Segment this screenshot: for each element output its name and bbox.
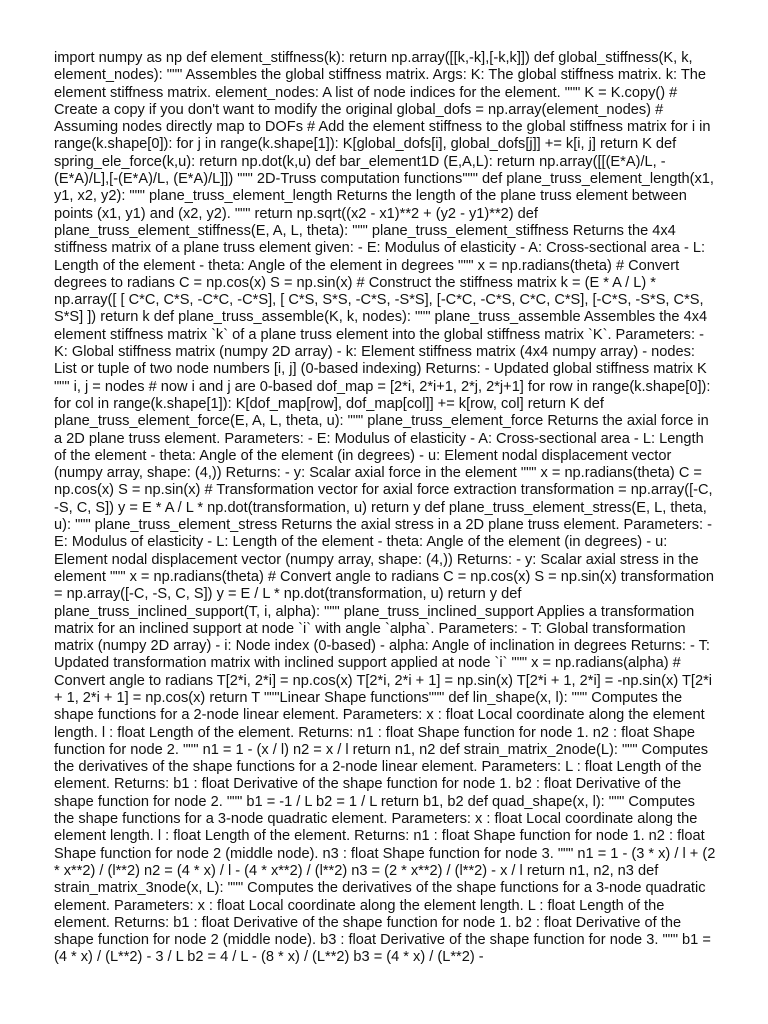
document-page <box>54 50 716 990</box>
document-body-text: import numpy as np def element_stiffness(k): return np.array([[k,-k],[-k,k]]) def global_stiffness(K, k, element_nodes): """ Assembles the global stiffness matrix. Args: K: The global stiffness matrix. k: The element stiffness matrix. element_nodes: A list of node indices for the element. """ K = K.copy() # Create a copy if you don't want to modify the original global_dofs = np.array(element_nodes) # Assuming nodes directly map to DOFs # Add the element stiffness to the global stiffness matrix for i in range(k.shape[0]): for j in range(k.shape[1]): K[global_dofs[i], global_dofs[j]] += k[i, j] return K def spring_ele_force(k,u): return np.dot(k,u) def bar_element1D (E,A,L): return np.array([[(E*A)/L, -(E*A)/L],[-(E*A)/L, (E*A)/L]]) """ 2D-Truss computation functions""" def plane_truss_element_length(x1, y1, x2, y2): """ plane_truss_element_length Returns the length of the plane truss element between points (x1, y1) and (x2, y2). """ return np.sqrt((x2 - x1)**2 + (y2 - y1)**2) def plane_truss_element_stiffness(E, A, L, theta): """ plane_truss_element_stiffness Returns the 4x4 stiffness matrix of a plane truss element given: - E: Modulus of elasticity - A: Cross-sectional area - L: Length of the element - theta: Angle of the element in degrees """ x = np.radians(theta) # Convert degrees to radians C = np.cos(x) S = np.sin(x) # Construct the stiffness matrix k = (E * A / L) * np.array([ [ C*C, C*S, -C*C, -C*S], [ C*S, S*S, -C*S, -S*S], [-C*C, -C*S, C*C, C*S], [-C*S, -S*S, C*S, S*S] ]) return k def plane_truss_assemble(K, k, nodes): """ plane_truss_assemble Assembles the 4x4 element stiffness matrix `k` of a plane truss element into the global stiffness matrix `K`. Parameters: - K: Global stiffness matrix (numpy 2D array) - k: Element stiffness matrix (4x4 numpy array) - nodes: List or tuple of two node numbers [i, j] (0-based indexing) Returns: - Updated global stiffness matrix K """ i, j = nodes # now i and j are 0-based dof_map = [2*i, 2*i+1, 2*j, 2*j+1] for row in range(k.shape[0]): for col in range(k.shape[1]): K[dof_map[row], dof_map[col]] += k[row, col] return K def plane_truss_element_force(E, A, L, theta, u): """ plane_truss_element_force Returns the axial force in a 2D plane truss element. Parameters: - E: Modulus of elasticity - A: Cross-sectional area - L: Length of the element - theta: Angle of the element (in degrees) - u: Element nodal displacement vector (numpy array, shape: (4,)) Returns: - y: Scalar axial force in the element """ x = np.radians(theta) C = np.cos(x) S = np.sin(x) # Transformation vector for axial force extraction transformation = np.array([-C, -S, C, S]) y = E * A / L * np.dot(transformation, u) return y def plane_truss_element_stress(E, L, theta, u): """ plane_truss_element_stress Returns the axial stress in a 2D plane truss element. Parameters: - E: Modulus of elasticity - L: Length of the element - theta: Angle of the element (in degrees) - u: Element nodal displacement vector (numpy array, shape: (4,)) Returns: - y: Scalar axial stress in the element """ x = np.radians(theta) # Convert angle to radians C = np.cos(x) S = np.sin(x) transformation = np.array([-C, -S, C, S]) y = E / L * np.dot(transformation, u) return y def plane_truss_inclined_support(T, i, alpha): """ plane_truss_inclined_support Applies a transformation matrix for an inclined support at node `i` with angle `alpha`. Parameters: - T: Global transformation matrix (numpy 2D array) - i: Node index (0-based) - alpha: Angle of inclination in degrees Returns: - T: Updated transformation matrix with inclined support applied at node `i` """ x = np.radians(alpha) # Convert angle to radians T[2*i, 2*i] = np.cos(x) T[2*i, 2*i + 1] = np.sin(x) T[2*i + 1, 2*i] = -np.sin(x) T[2*i + 1, 2*i + 1] = np.cos(x) return T """Linear Shape functions""" def lin_shape(x, l): """ Computes the shape functions for a 2-node linear element. Parameters: x : float Local coordinate along the element length. l : float Length of the element. Returns: n1 : float Shape function for node 1. n2 : float Shape function for node 2. """ n1 = 1 - (x / l) n2 = x / l return n1, n2 def strain_matrix_2node(L): """ Computes the derivatives of the shape functions for a 2-node linear element. Parameters: L : float Length of the element. Returns: b1 : float Derivative of the shape function for node 1. b2 : float Derivative of the shape function for node 2. """ b1 = -1 / L b2 = 1 / L return b1, b2 def quad_shape(x, l): """ Computes the shape functions for a 3-node quadratic element. Parameters: x : float Local coordinate along the element length. l : float Length of the element. Returns: n1 : float Shape function for node 1. n2 : float Shape function for node 2 (middle node). n3 : float Shape function for node 3. """ n1 = 1 - (3 * x) / l + (2 * x**2) / (l**2) n2 = (4 * x) / l - (4 * x**2) / (l**2) n3 = (2 * x**2) / (l**2) - x / l return n1, n2, n3 def strain_matrix_3node(x, L): """ Computes the derivatives of the shape functions for a 3-node quadratic element. Parameters: x : float Local coordinate along the element length. L : float Length of the element. Returns: b1 : float Derivative of the shape function for node 1. b2 : float Derivative of the shape function for node 2 (middle node). b3 : float Derivative of the shape function for node 3. """ b1 = (4 * x) / (L**2) - 3 / L b2 = 4 / L - (8 * x) / (L**2) b3 = (4 * x) / (L**2) - <box>54 50 716 966</box>
